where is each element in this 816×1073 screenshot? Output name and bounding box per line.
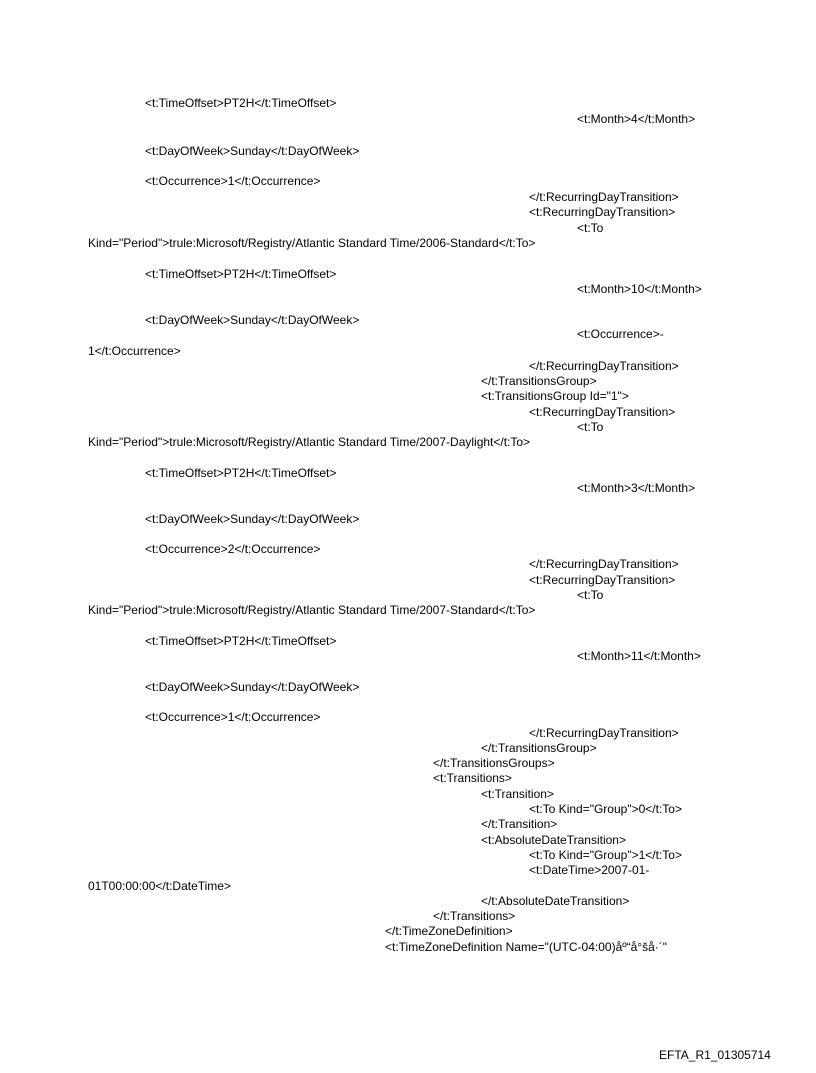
xml-line: <t:To (577, 588, 604, 602)
xml-line: </t:TransitionsGroups> (433, 756, 555, 770)
xml-line: <t:RecurringDayTransition> (529, 405, 676, 419)
xml-line: <t:TransitionsGroup Id="1"> (481, 389, 629, 403)
xml-line: <t:To Kind="Group">0</t:To> (529, 802, 682, 816)
xml-line: <t:Transition> (481, 787, 554, 801)
xml-line: <t:Month>3</t:Month> (577, 481, 696, 495)
xml-line: <t:DayOfWeek>Sunday</t:DayOfWeek> (145, 680, 360, 694)
xml-line: </t:RecurringDayTransition> (529, 359, 679, 373)
xml-line: <t:DayOfWeek>Sunday</t:DayOfWeek> (145, 313, 360, 327)
xml-line: <t:TimeOffset>PT2H</t:TimeOffset> (145, 96, 337, 110)
xml-line: Kind="Period">trule:Microsoft/Registry/Atlantic Standard Time/2007-Daylight</t:To> (88, 435, 531, 449)
xml-line: <t:TimeOffset>PT2H</t:TimeOffset> (145, 466, 337, 480)
xml-line: </t:TransitionsGroup> (481, 741, 597, 755)
xml-line: <t:DayOfWeek>Sunday</t:DayOfWeek> (145, 144, 360, 158)
xml-line: </t:AbsoluteDateTransition> (481, 894, 630, 908)
xml-line: <t:TimeOffset>PT2H</t:TimeOffset> (145, 634, 337, 648)
xml-line: <t:RecurringDayTransition> (529, 573, 676, 587)
xml-line: <t:Month>11</t:Month> (577, 649, 701, 663)
xml-line: <t:Month>4</t:Month> (577, 112, 696, 126)
xml-line: 1</t:Occurrence> (88, 344, 181, 358)
xml-line: <t:Occurrence>2</t:Occurrence> (145, 542, 321, 556)
xml-line: Kind="Period">trule:Microsoft/Registry/Atlantic Standard Time/2006-Standard</t:To> (88, 236, 536, 250)
xml-line: 01T00:00:00</t:DateTime> (88, 879, 231, 893)
xml-line: </t:RecurringDayTransition> (529, 557, 679, 571)
xml-line: <t:AbsoluteDateTransition> (481, 833, 626, 847)
xml-line: <t:Occurrence>- (577, 327, 664, 341)
xml-line: <t:Occurrence>1</t:Occurrence> (145, 174, 321, 188)
xml-line: </t:RecurringDayTransition> (529, 726, 679, 740)
xml-line: <t:DateTime>2007-01- (529, 863, 650, 877)
xml-line: <t:Occurrence>1</t:Occurrence> (145, 710, 321, 724)
xml-line: <t:TimeOffset>PT2H</t:TimeOffset> (145, 267, 337, 281)
xml-line: <t:DayOfWeek>Sunday</t:DayOfWeek> (145, 512, 360, 526)
xml-line: Kind="Period">trule:Microsoft/Registry/Atlantic Standard Time/2007-Standard</t:To> (88, 603, 536, 617)
xml-line: <t:RecurringDayTransition> (529, 205, 676, 219)
xml-line: <t:To (577, 420, 604, 434)
document-id: EFTA_R1_01305714 (659, 1048, 771, 1062)
xml-line: <t:Month>10</t:Month> (577, 282, 702, 296)
xml-line: <t:TimeZoneDefinition Name="(UTC-04:00)åº“å°šå·´" (385, 940, 668, 954)
xml-line: </t:Transitions> (433, 909, 516, 923)
xml-line: <t:To Kind="Group">1</t:To> (529, 848, 682, 862)
xml-line: <t:Transitions> (433, 771, 512, 785)
xml-line: </t:Transition> (481, 817, 558, 831)
xml-line: </t:RecurringDayTransition> (529, 190, 679, 204)
xml-line: </t:TransitionsGroup> (481, 374, 597, 388)
xml-line: </t:TimeZoneDefinition> (385, 924, 513, 938)
xml-line: <t:To (577, 221, 604, 235)
